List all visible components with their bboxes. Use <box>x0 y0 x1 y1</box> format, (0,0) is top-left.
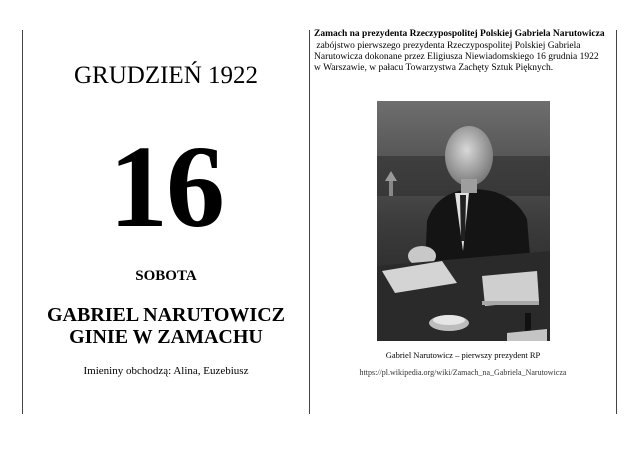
article-body <box>314 41 614 74</box>
photo-caption: Gabriel Narutowicz – pierwszy prezydent RP <box>385 350 541 360</box>
headline-line-2: GINIE W ZAMACHU <box>69 326 263 348</box>
article-title: Zamach na prezydenta Rzeczypospolitej Polskiej Gabriela Narutowicza <box>314 29 605 39</box>
month-year: GRUDZIEŃ 1922 <box>73 62 258 89</box>
article-line-2: Narutowicza dokonane przez Eligiusza Niewiadomskiego 16 grudnia 1922 <box>314 52 599 62</box>
weekday: SOBOTA <box>135 268 197 284</box>
page-border-right <box>616 30 617 414</box>
day-number: 16 <box>109 121 223 252</box>
calendar-page <box>22 0 310 452</box>
headline-line-1: GABRIEL NARUTOWICZ <box>46 304 286 326</box>
headline <box>22 304 310 348</box>
article-line-1: zabójstwo pierwszego prezydenta Rzeczypospolitej Polskiej Gabriela <box>314 41 581 51</box>
name-days: Imieniny obchodzą: Alina, Euzebiusz <box>83 365 249 377</box>
portrait-photo <box>377 101 550 341</box>
article-line-3: w Warszawie, w pałacu Towarzystwa Zachęty Sztuk Pięknych. <box>314 63 554 73</box>
source-link[interactable]: https://pl.wikipedia.org/wiki/Zamach_na_Gabriela_Narutowicza <box>359 368 567 377</box>
